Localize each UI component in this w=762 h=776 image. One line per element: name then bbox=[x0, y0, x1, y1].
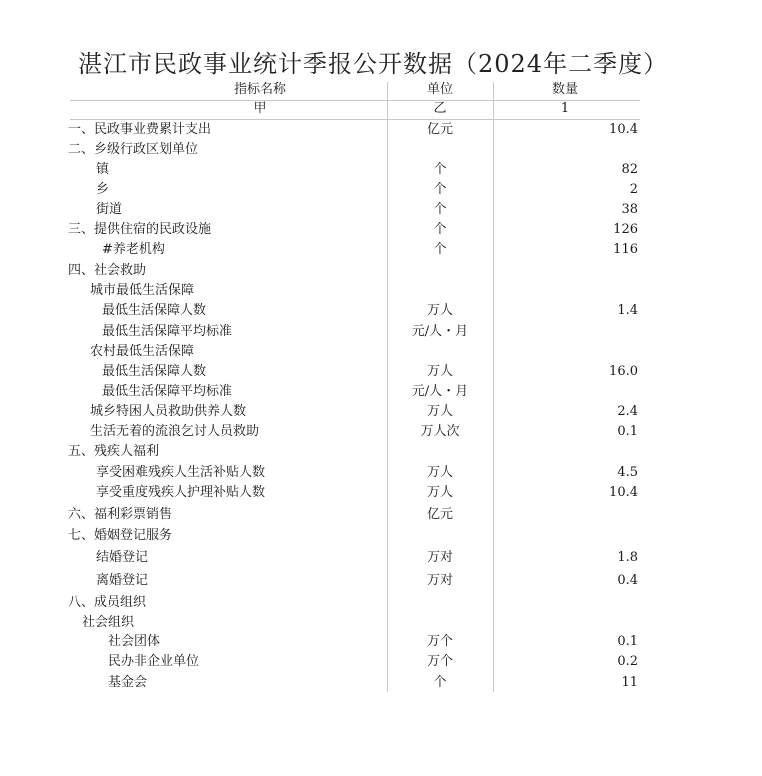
row-qty: 38 bbox=[621, 202, 638, 217]
row-qty: 82 bbox=[621, 162, 638, 177]
row-qty: 0.2 bbox=[617, 654, 638, 669]
row-unit: 万对 bbox=[426, 550, 453, 565]
row-name: 一、民政事业费累计支出 bbox=[68, 122, 212, 137]
row-unit: 万个 bbox=[426, 634, 453, 649]
table-row bbox=[0, 673, 762, 693]
row-unit: 万个 bbox=[426, 654, 453, 669]
row-unit: 个 bbox=[433, 202, 447, 217]
row-qty: 1.8 bbox=[617, 550, 638, 565]
row-qty: 0.1 bbox=[617, 424, 638, 439]
row-unit: 个 bbox=[433, 182, 447, 197]
row-qty: 1.4 bbox=[617, 303, 638, 318]
table-row bbox=[0, 160, 762, 180]
row-name: 六、福利彩票销售 bbox=[68, 507, 173, 522]
row-unit: 亿元 bbox=[426, 507, 453, 522]
row-qty: 0.4 bbox=[617, 573, 638, 588]
table-row bbox=[0, 140, 762, 160]
row-name: 城乡特困人员救助供养人数 bbox=[90, 404, 247, 419]
row-name: 最低生活保障人数 bbox=[102, 303, 207, 318]
row-qty: 16.0 bbox=[609, 364, 638, 379]
header-qty: 数量 bbox=[551, 82, 578, 97]
row-qty: 2.4 bbox=[617, 404, 638, 419]
table-row bbox=[0, 322, 762, 342]
table-row bbox=[0, 402, 762, 422]
table-row bbox=[0, 382, 762, 402]
table-row bbox=[0, 220, 762, 240]
table-row bbox=[0, 342, 762, 362]
row-name: 享受重度残疾人护理补贴人数 bbox=[96, 485, 266, 500]
row-name: 五、残疾人福利 bbox=[68, 444, 160, 459]
row-name: 最低生活保障平均标准 bbox=[102, 324, 233, 339]
row-name: 二、乡级行政区划单位 bbox=[68, 142, 199, 157]
row-unit: 个 bbox=[433, 162, 447, 177]
row-name: 七、婚姻登记服务 bbox=[68, 528, 173, 543]
row-name: 享受困难残疾人生活补贴人数 bbox=[96, 465, 266, 480]
row-qty: 10.4 bbox=[609, 485, 638, 500]
table-row bbox=[0, 301, 762, 321]
row-unit: 元/人・月 bbox=[411, 384, 469, 399]
table-row bbox=[0, 652, 762, 672]
row-qty: 116 bbox=[613, 242, 638, 257]
table-row bbox=[0, 281, 762, 301]
table-row bbox=[0, 180, 762, 200]
row-qty: 4.5 bbox=[617, 465, 638, 480]
table-row bbox=[0, 422, 762, 442]
header-unit: 单位 bbox=[426, 82, 453, 97]
row-unit: 万对 bbox=[426, 573, 453, 588]
row-name: 生活无着的流浪乞讨人员救助 bbox=[90, 424, 260, 439]
row-name: #养老机构 bbox=[102, 242, 165, 257]
row-qty: 126 bbox=[613, 222, 638, 237]
row-name: 乡 bbox=[96, 182, 110, 197]
row-name: 最低生活保障人数 bbox=[102, 364, 207, 379]
table-row bbox=[0, 632, 762, 652]
table-row bbox=[0, 200, 762, 220]
row-unit: 个 bbox=[433, 675, 447, 690]
row-name: 离婚登记 bbox=[96, 573, 149, 588]
table-row bbox=[0, 548, 762, 568]
table-row bbox=[0, 483, 762, 503]
row-unit: 万人 bbox=[426, 303, 453, 318]
row-unit: 万人 bbox=[426, 404, 453, 419]
table-row bbox=[0, 120, 762, 140]
table-row bbox=[0, 613, 762, 633]
row-unit: 万人 bbox=[426, 364, 453, 379]
row-unit: 个 bbox=[433, 222, 447, 237]
table-row bbox=[0, 240, 762, 260]
table-row bbox=[0, 526, 762, 546]
row-unit: 万人 bbox=[426, 465, 453, 480]
document-title: 湛江市民政事业统计季报公开数据（2024年二季度） bbox=[78, 50, 669, 78]
row-name: 八、成员组织 bbox=[68, 595, 147, 610]
row-name: 结婚登记 bbox=[96, 550, 149, 565]
row-qty: 10.4 bbox=[609, 122, 638, 137]
row-name: 社会组织 bbox=[82, 615, 135, 630]
row-name: 农村最低生活保障 bbox=[90, 344, 195, 359]
header-name: 指标名称 bbox=[233, 82, 286, 97]
table-row bbox=[0, 593, 762, 613]
row-name: 镇 bbox=[96, 162, 110, 177]
table-row bbox=[0, 362, 762, 382]
row-unit: 个 bbox=[433, 242, 447, 257]
subheader-name: 甲 bbox=[253, 101, 267, 116]
row-name: 基金会 bbox=[108, 675, 148, 690]
row-name: 最低生活保障平均标准 bbox=[102, 384, 233, 399]
subheader-unit: 乙 bbox=[433, 101, 447, 116]
row-qty: 0.1 bbox=[617, 634, 638, 649]
row-name: 三、提供住宿的民政设施 bbox=[68, 222, 212, 237]
row-name: 街道 bbox=[96, 202, 123, 217]
row-unit: 亿元 bbox=[426, 122, 453, 137]
table-row bbox=[0, 505, 762, 525]
subheader-qty: 1 bbox=[560, 101, 570, 116]
table-row bbox=[0, 571, 762, 591]
row-name: 社会团体 bbox=[108, 634, 161, 649]
table-row bbox=[0, 442, 762, 462]
row-unit: 万人次 bbox=[420, 424, 460, 439]
table-row bbox=[0, 261, 762, 281]
table-row bbox=[0, 463, 762, 483]
row-qty: 2 bbox=[629, 182, 638, 197]
row-name: 民办非企业单位 bbox=[108, 654, 200, 669]
row-name: 四、社会救助 bbox=[68, 263, 147, 278]
row-unit: 万人 bbox=[426, 485, 453, 500]
row-name: 城市最低生活保障 bbox=[90, 283, 195, 298]
row-unit: 元/人・月 bbox=[411, 324, 469, 339]
row-qty: 11 bbox=[621, 675, 638, 690]
